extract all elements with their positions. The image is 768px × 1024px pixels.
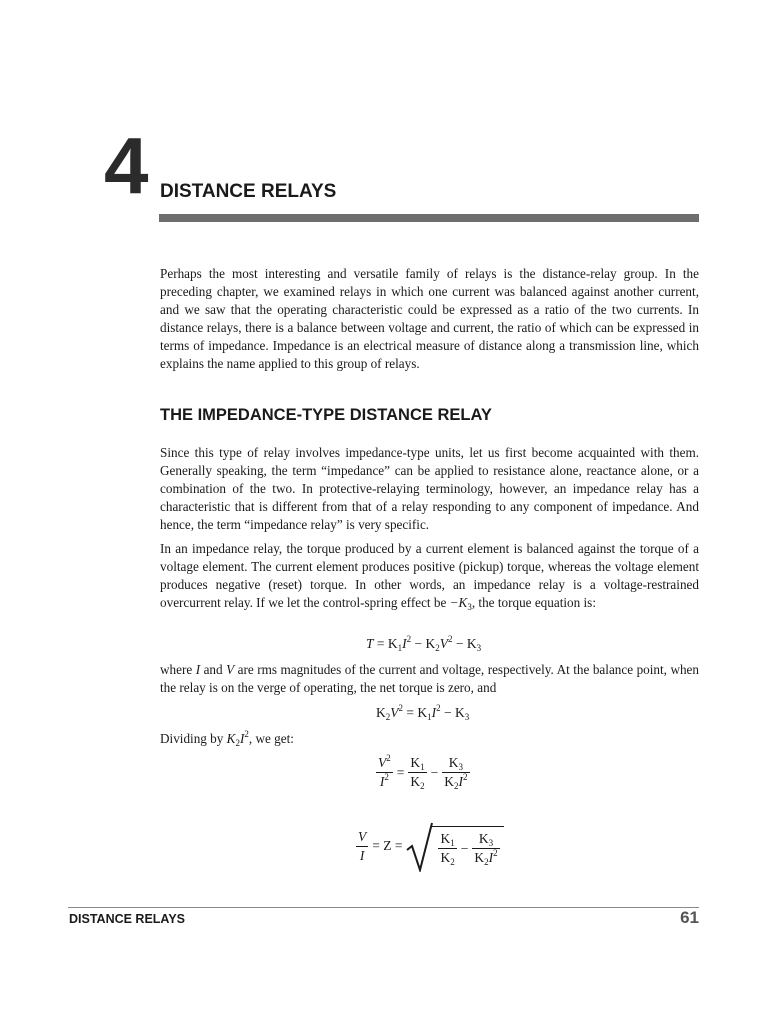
eq4-Ib: I: [488, 850, 494, 865]
eq3-K3-sub: 3: [458, 762, 463, 772]
eq1-minus-1: −: [411, 636, 426, 651]
eq1-K3-sub: 3: [476, 643, 482, 653]
eq4-first-numerator: [438, 831, 456, 849]
eq2-K1: K: [417, 705, 428, 720]
eq3-first-fraction: [408, 755, 426, 790]
eq3-K2b: K: [444, 774, 454, 789]
eq1-I: I: [402, 636, 407, 651]
chapter-title-rule: [159, 214, 699, 222]
balance-equation: [376, 705, 469, 721]
eq2-I: I: [431, 705, 437, 720]
eq4-lhs-numerator: [356, 829, 368, 847]
eq2-K3-sub: 3: [464, 712, 470, 722]
eq3-lhs-fraction: [376, 755, 393, 790]
eq1-I-sup: 2: [406, 634, 412, 644]
paragraph-3-V: V: [226, 662, 235, 677]
intro-paragraph: Perhaps the most interesting and versatile family of relays is the distance-relay group. In the preceding chapter, we examined relays in which one current was balanced against another current, and we saw that the operating characteristic could be expressed as a ratio of the two currents. In distance relays, there is a balance between voltage and current, the ratio of which can be expressed in terms of impedance. Impedance is an electrical measure of distance along a transmission line, which explains the name applied to this group of relays.: [160, 266, 699, 371]
eq4-I: I: [359, 847, 365, 863]
paragraph-2-end: , the torque equation is:: [471, 595, 596, 610]
chapter-title: DISTANCE RELAYS: [160, 181, 337, 202]
eq4-equals-z: = Z =: [372, 838, 403, 853]
eq3-lhs-denominator: [376, 773, 393, 790]
eq3-Ib: I: [458, 774, 463, 789]
control-spring-subscript: 3: [467, 602, 472, 612]
eq4-minus: −: [460, 840, 469, 856]
eq3-second-numerator: [442, 755, 469, 773]
eq4-second-numerator: [472, 831, 499, 849]
eq2-K2-sub: 2: [385, 712, 391, 722]
eq2-K2: K: [376, 705, 386, 720]
eq3-K2b-sub: 2: [454, 781, 459, 791]
eq3-I-sup: 2: [384, 772, 389, 782]
eq4-K3: K: [478, 831, 489, 846]
paragraph-4-end: , we get:: [248, 731, 294, 746]
paragraph-4-K-sub: 2: [235, 738, 240, 748]
ratio-equation: [374, 755, 472, 790]
eq4-square-root: [406, 826, 503, 866]
control-spring-symbol: −K: [449, 595, 468, 610]
eq4-K1-sub: 1: [450, 838, 455, 848]
eq4-second-fraction: [472, 831, 499, 866]
eq3-lhs-numerator: [376, 755, 393, 773]
eq4-K2-sub: 2: [450, 857, 455, 867]
eq3-K1: K: [410, 755, 421, 770]
torque-equation: [366, 636, 481, 652]
eq4-K2b-sub: 2: [484, 857, 489, 867]
chapter-number: 4: [104, 121, 147, 210]
eq3-second-denominator: [442, 773, 469, 790]
paragraph-4-I: I: [239, 731, 245, 746]
section-paragraph-1: Since this type of relay involves impedance-type units, let us first become acquainted with them. Generally speaking, the term “impedance” can be applied to resistance alone, reactance alone, or a combination of the two. In protective-relaying terminology, however, an impedance relay has a characteristic that is different from that of a relay responding to any component of impedance. And hence, the term “impedance relay” is very specific.: [160, 445, 699, 532]
eq1-K2-sub: 2: [435, 643, 440, 653]
eq2-K3: K: [455, 705, 465, 720]
eq2-K1-sub: 1: [427, 712, 432, 722]
eq4-K1: K: [440, 831, 451, 846]
eq2-V: V: [390, 705, 399, 720]
page-number: 61: [680, 908, 699, 927]
eq3-K1-sub: 1: [420, 762, 425, 772]
eq4-V: V: [358, 828, 367, 844]
eq3-I: I: [379, 774, 385, 789]
paragraph-3-start: where: [160, 662, 196, 677]
eq3-minus: −: [430, 764, 439, 780]
section-paragraph-3: [160, 661, 699, 697]
eq4-second-denominator: [472, 849, 499, 866]
paragraph-3-and: and: [200, 662, 227, 677]
eq4-radicand: [432, 826, 503, 866]
eq3-second-fraction: [442, 755, 469, 790]
paragraph-3-rest: are rms magnitudes of the current and voltage, respectively. At the balance point, when the relay is on the verge of operating, the net torque is zero, and: [160, 662, 700, 695]
eq1-K1: K: [387, 636, 398, 651]
eq3-first-denominator: [408, 773, 426, 790]
eq2-I-sup: 2: [436, 703, 441, 713]
section-paragraph-4: [160, 730, 699, 748]
eq4-lhs-fraction: [356, 829, 368, 864]
eq3-K2: K: [410, 774, 421, 789]
eq1-K3: K: [466, 636, 477, 651]
footer-running-title: DISTANCE RELAYS: [69, 912, 185, 926]
eq1-equals: =: [373, 636, 388, 651]
impedance-equation: [354, 826, 504, 866]
eq3-Ib-sup: 2: [463, 772, 468, 782]
eq3-V-sup: 2: [386, 753, 391, 763]
paragraph-3-I: I: [195, 662, 201, 677]
eq1-K2: K: [425, 636, 436, 651]
section-paragraph-2: [160, 540, 699, 612]
paragraph-4-I-sup: 2: [244, 729, 249, 739]
eq2-equals: =: [403, 705, 418, 720]
eq1-K1-sub: 1: [397, 643, 403, 653]
section-heading: THE IMPEDANCE-TYPE DISTANCE RELAY: [160, 406, 492, 424]
eq3-K3: K: [448, 755, 459, 770]
eq3-first-numerator: [408, 755, 426, 773]
eq1-minus-2: −: [452, 636, 467, 651]
eq4-first-fraction: [438, 831, 456, 866]
eq2-V-sup: 2: [398, 703, 403, 713]
square-root-sign-icon: [406, 822, 434, 872]
eq4-K2: K: [440, 850, 451, 865]
eq4-Ib-sup: 2: [493, 848, 498, 858]
paragraph-4-K: K: [226, 731, 236, 746]
footer-rule: [68, 907, 699, 908]
eq2-minus: −: [440, 705, 455, 720]
paragraph-4-start: Dividing by: [160, 731, 227, 746]
paragraph-2-text: In an impedance relay, the torque produced by a current element is balanced against the torque of a voltage element. The current element produces positive (pickup) torque, whereas the voltage element produces negative (reset) torque. In other words, an impedance relay is a voltage-restrained overcurrent relay. If we let the control-spring effect be: [160, 541, 699, 610]
eq4-lhs-denominator: [356, 847, 368, 864]
eq4-K3-sub: 3: [488, 838, 494, 848]
eq1-V: V: [439, 636, 449, 651]
eq4-K2b: K: [474, 850, 485, 865]
eq1-T: T: [366, 636, 374, 651]
eq3-equals: =: [396, 764, 405, 780]
eq4-first-denominator: [438, 849, 456, 866]
eq3-K2-sub: 2: [420, 781, 425, 791]
eq1-V-sup: 2: [448, 634, 453, 644]
eq3-V: V: [378, 755, 387, 770]
